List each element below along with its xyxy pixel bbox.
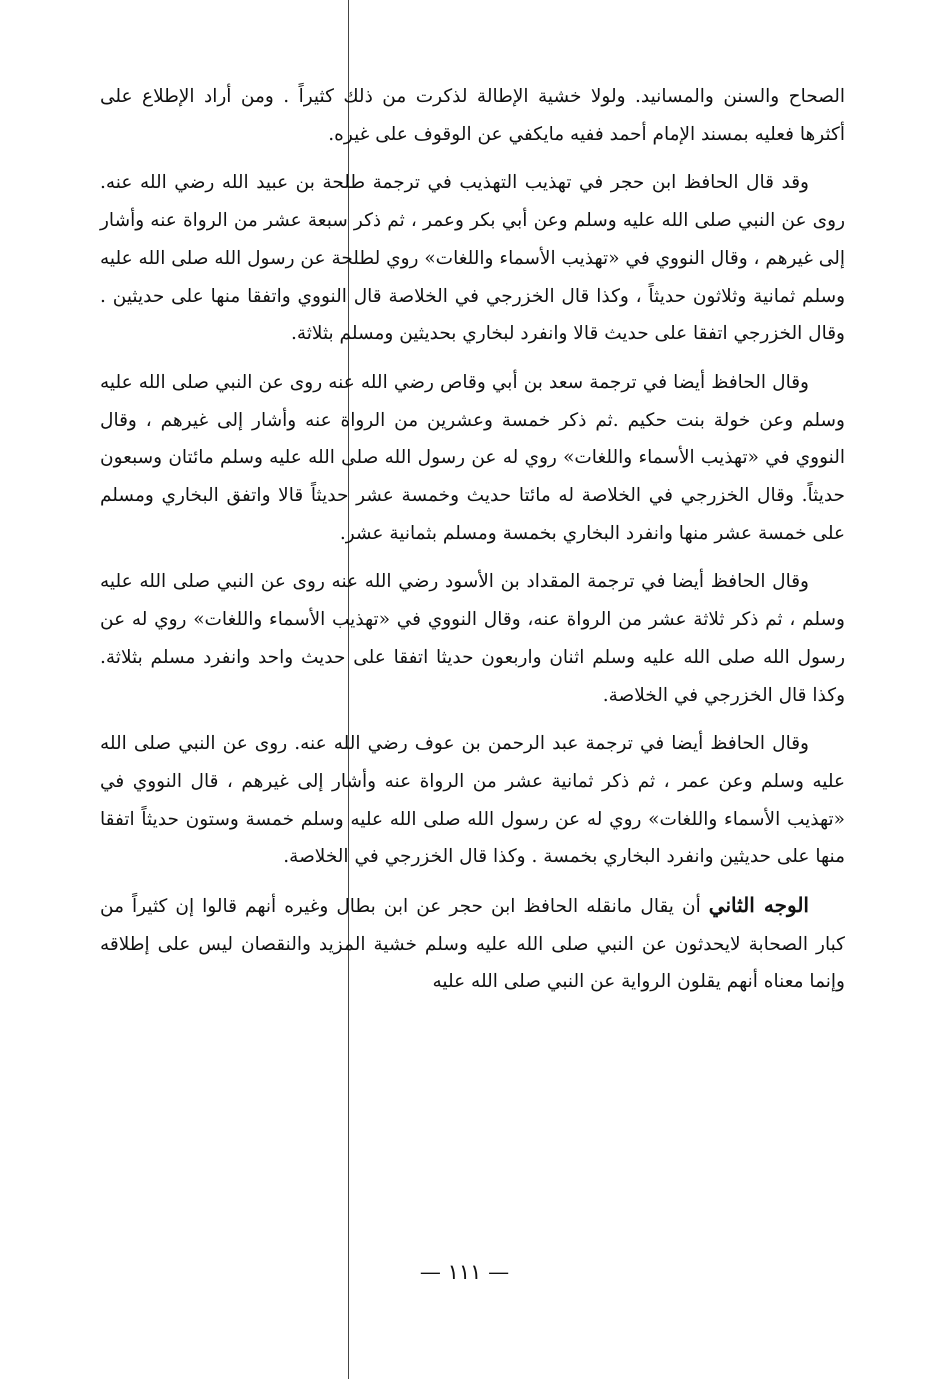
paragraph-miqdad: وقال الحافظ أيضا في ترجمة المقداد بن الأسود رضي الله عنه روى عن النبي صلى الله عليه وسلم ، ثم ذكر ثلاثة عشر من الرواة عنه، وقال النووي في «تهذيب الأسماء واللغات» روي له عن رسول الله صلى الله عليه وسلم اثنان واربعون حديثا اتفقا على حديث واحد وانفرد مسلم بثلاثة. وكذا قال الخزرجي في الخلاصة. [100,571,845,706]
paragraph-saad: وقال الحافظ أيضا في ترجمة سعد بن أبي وقاص رضي الله عنه روى عن النبي صلى الله عليه وسلم وعن خولة بنت حكيم .ثم ذكر خمسة وعشرين من الرواة عنه وأشار إلى غيرهم ، وقال النووي في «تهذيب الأسماء واللغات» روي له عن رسول الله صلى الله عليه وسلم مائتان وسبعون حديثاً. وقال الخزرجي في الخلاصة له مائتا حديث وخمسة عشر حديثاً قالا واتفق البخاري ومسلم على خمسة عشر منها وانفرد البخاري بخمسة ومسلم بثمانية عشر. [100,371,845,544]
page-body [100,78,845,1012]
page-number: — ١١١ — [419,1260,510,1284]
paragraph-talha: وقد قال الحافظ ابن حجر في تهذيب التهذيب في ترجمة طلحة بن عبيد الله رضي الله عنه. روى عن النبي صلى الله عليه وسلم وعن أبي بكر وعمر ، ثم ذكر سبعة عشر من الرواة عنه وأشار إلى غيرهم ، وقال النووي في «تهذيب الأسماء واللغات» روي لطلحة عن رسول الله صلى الله عليه وسلم ثمانية وثلاثون حديثاً ، وكذا قال الخزرجي في الخلاصة قال النووي واتفقا منها على حديثين . وقال الخزرجي اتفقا على حديث قالا وانفرد لبخاري بحديثين ومسلم بثلاثة. [100,172,845,345]
second-aspect-text: أن يقال مانقله الحافظ ابن حجر عن ابن بطال وغيره أنهم قالوا إن كثيراً من كبار الصحابة لايحدثون عن النبي صلى الله عليه وسلم خشية المزيد والنقصان ليس على إطلاقه وإنما معناه أنهم يقلون الرواية عن النبي صلى الله عليه [100,896,845,993]
paragraph-second-aspect [100,887,845,1001]
paragraph-abdulrahman: وقال الحافظ أيضا في ترجمة عبد الرحمن بن عوف رضي الله عنه. روى عن النبي صلى الله عليه وسلم وعن عمر ، ثم ذكر ثمانية عشر من الرواة عنه وأشار إلى غيرهم ، قال النووي في «تهذيب الأسماء واللغات» روي له عن رسول الله صلى الله عليه وسلم خمسة وستون حديثاً اتفقا منها على حديثين وانفرد البخاري بخمسة . وكذا قال الخزرجي في الخلاصة. [100,733,845,868]
paragraph-continuation: الصحاح والسنن والمسانيد. ولولا خشية الإطالة لذكرت من ذلك كثيراً . ومن أراد الإطلاع على أكثرها فعليه بمسند الإمام أحمد ففيه مايكفي عن الوقوف على غيره. [100,86,845,145]
second-aspect-heading: الوجه الثاني [708,893,809,918]
